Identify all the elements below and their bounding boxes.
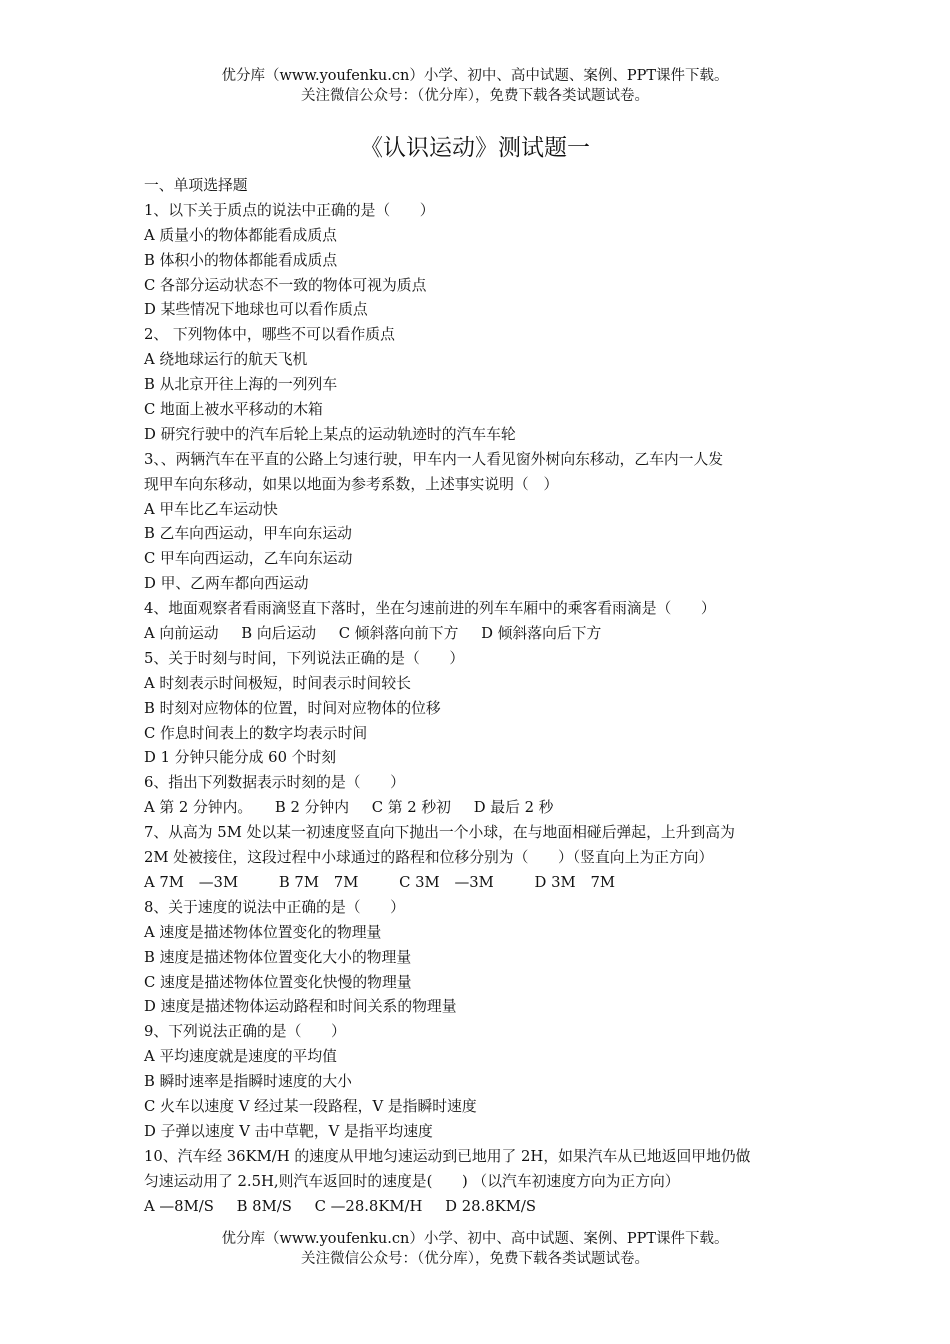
question-8-option-b: B 速度是描述物体位置变化大小的物理量 <box>144 948 412 966</box>
question-2-option-c: C 地面上被水平移动的木箱 <box>144 401 323 419</box>
question-1-option-a: A 质量小的物体都能看成质点 <box>144 226 337 244</box>
page-header <box>0 66 950 106</box>
question-3-stem-line-2: 现甲车向东移动，如果以地面为参考系数，上述事实说明（ ） <box>144 475 559 493</box>
question-6-options <box>144 796 814 821</box>
question-1-option-d: D 某些情况下地球也可以看作质点 <box>144 301 368 319</box>
question-6-stem: 6、指出下列数据表示时刻的是（ ） <box>144 774 405 792</box>
question-1-stem: 1、以下关于质点的说法中正确的是（ ） <box>144 201 435 219</box>
question-3-option-a: A 甲车比乙车运动快 <box>144 500 278 518</box>
question-3-option-d: D 甲、乙两车都向西运动 <box>144 575 309 593</box>
question-6-option-b: B 2 分钟内 <box>274 799 350 817</box>
question-9-option-d: D 子弹以速度 V 击中草靶，V 是指平均速度 <box>144 1122 433 1140</box>
question-2-option-a: A 绕地球运行的航天飞机 <box>144 351 308 369</box>
question-3-option-c: C 甲车向西运动，乙车向东运动 <box>144 550 353 568</box>
question-4-options <box>144 622 814 647</box>
footer-line-2: 关注微信公众号：（优分库），免费下载各类试题试卷。 <box>301 1251 649 1267</box>
question-10-option-a: A —8M/S <box>144 1197 214 1215</box>
question-5-option-d: D 1 分钟只能分成 60 个时刻 <box>144 749 337 767</box>
question-6-option-a: A 第 2 分钟内。 <box>144 799 253 817</box>
question-10-option-d: D 28.8KM/S <box>445 1197 537 1215</box>
section-heading: 一、单项选择题 <box>144 177 248 194</box>
question-5-stem: 5、关于时刻与时间，下列说法正确的是（ ） <box>144 649 465 667</box>
question-9-option-c: C 火车以速度 V 经过某一段路程，V 是指瞬时速度 <box>144 1097 477 1115</box>
question-4-option-c: C 倾斜落向前下方 <box>338 625 459 643</box>
header-line-1: 优分库（www.youfenku.cn）小学、初中、高中试题、案例、PPT课件下载。 <box>221 68 729 84</box>
question-list <box>144 174 814 1219</box>
question-7-options <box>144 871 814 896</box>
question-8-option-a: A 速度是描述物体位置变化的物理量 <box>144 923 382 941</box>
question-7-option-d: D 3M 7M <box>534 873 616 891</box>
question-1-option-c: C 各部分运动状态不一致的物体可视为质点 <box>144 276 427 294</box>
question-9-stem: 9、下列说法正确的是（ ） <box>144 1023 346 1041</box>
question-9-option-a: A 平均速度就是速度的平均值 <box>144 1048 337 1066</box>
question-8-option-c: C 速度是描述物体位置变化快慢的物理量 <box>144 973 412 991</box>
question-4-option-a: A 向前运动 <box>144 625 219 643</box>
question-7-stem-line-1: 7、从高为 5M 处以某一初速度竖直向下抛出一个小球，在与地面相碰后弹起，上升到高为 <box>144 824 735 842</box>
question-5-option-a: A 时刻表示时间极短，时间表示时间较长 <box>144 674 411 692</box>
question-4-stem: 4、地面观察者看雨滴竖直下落时，坐在匀速前进的列车车厢中的乘客看雨滴是（ ） <box>144 600 716 618</box>
question-10-option-c: C —28.8KM/H <box>314 1197 423 1215</box>
question-10-stem-line-1: 10、汽车经 36KM/H 的速度从甲地匀速运动到已地用了 2H，如果汽车从已地返回甲地仍做 <box>144 1147 751 1165</box>
question-3-stem-line-1: 3、、两辆汽车在平直的公路上匀速行驶，甲车内一人看见窗外树向东移动，乙车内一人发 <box>144 450 724 468</box>
question-9-option-b: B 瞬时速率是指瞬时速度的大小 <box>144 1073 352 1091</box>
footer-line-1: 优分库（www.youfenku.cn）小学、初中、高中试题、案例、PPT课件下载。 <box>221 1231 729 1247</box>
question-7-stem-line-2: 2M 处被接住，这段过程中小球通过的路程和位移分别为（ ）（竖直向上为正方向） <box>144 849 714 867</box>
question-2-option-b: B 从北京开往上海的一列列车 <box>144 376 338 394</box>
question-6-option-d: D 最后 2 秒 <box>473 799 554 817</box>
header-line-2: 关注微信公众号：（优分库），免费下载各类试题试卷。 <box>301 88 649 104</box>
question-8-stem: 8、关于速度的说法中正确的是（ ） <box>144 898 405 916</box>
question-3-option-b: B 乙车向西运动，甲车向东运动 <box>144 525 352 543</box>
question-5-option-c: C 作息时间表上的数字均表示时间 <box>144 724 368 742</box>
question-1-option-b: B 体积小的物体都能看成质点 <box>144 251 338 269</box>
question-7-option-b: B 7M 7M <box>278 873 359 891</box>
document-title: 《认识运动》测试题一 <box>360 135 590 161</box>
question-2-stem: 2、 下列物体中，哪些不可以看作质点 <box>144 326 395 344</box>
question-2-option-d: D 研究行驶中的汽车后轮上某点的运动轨迹时的汽车车轮 <box>144 425 516 443</box>
question-6-option-c: C 第 2 秒初 <box>371 799 451 817</box>
question-10-option-b: B 8M/S <box>236 1197 292 1215</box>
question-4-option-d: D 倾斜落向后下方 <box>481 625 602 643</box>
question-8-option-d: D 速度是描述物体运动路程和时间关系的物理量 <box>144 998 457 1016</box>
question-7-option-c: C 3M —3M <box>399 873 494 891</box>
question-7-option-a: A 7M —3M <box>144 873 239 891</box>
question-10-options <box>144 1195 814 1220</box>
question-4-option-b: B 向后运动 <box>241 625 317 643</box>
page-footer <box>0 1229 950 1269</box>
question-5-option-b: B 时刻对应物体的位置，时间对应物体的位移 <box>144 699 441 717</box>
question-10-stem-line-2: 匀速运动用了 2.5H,则汽车返回时的速度是( ) （以汽车初速度方向为正方向） <box>144 1172 680 1190</box>
